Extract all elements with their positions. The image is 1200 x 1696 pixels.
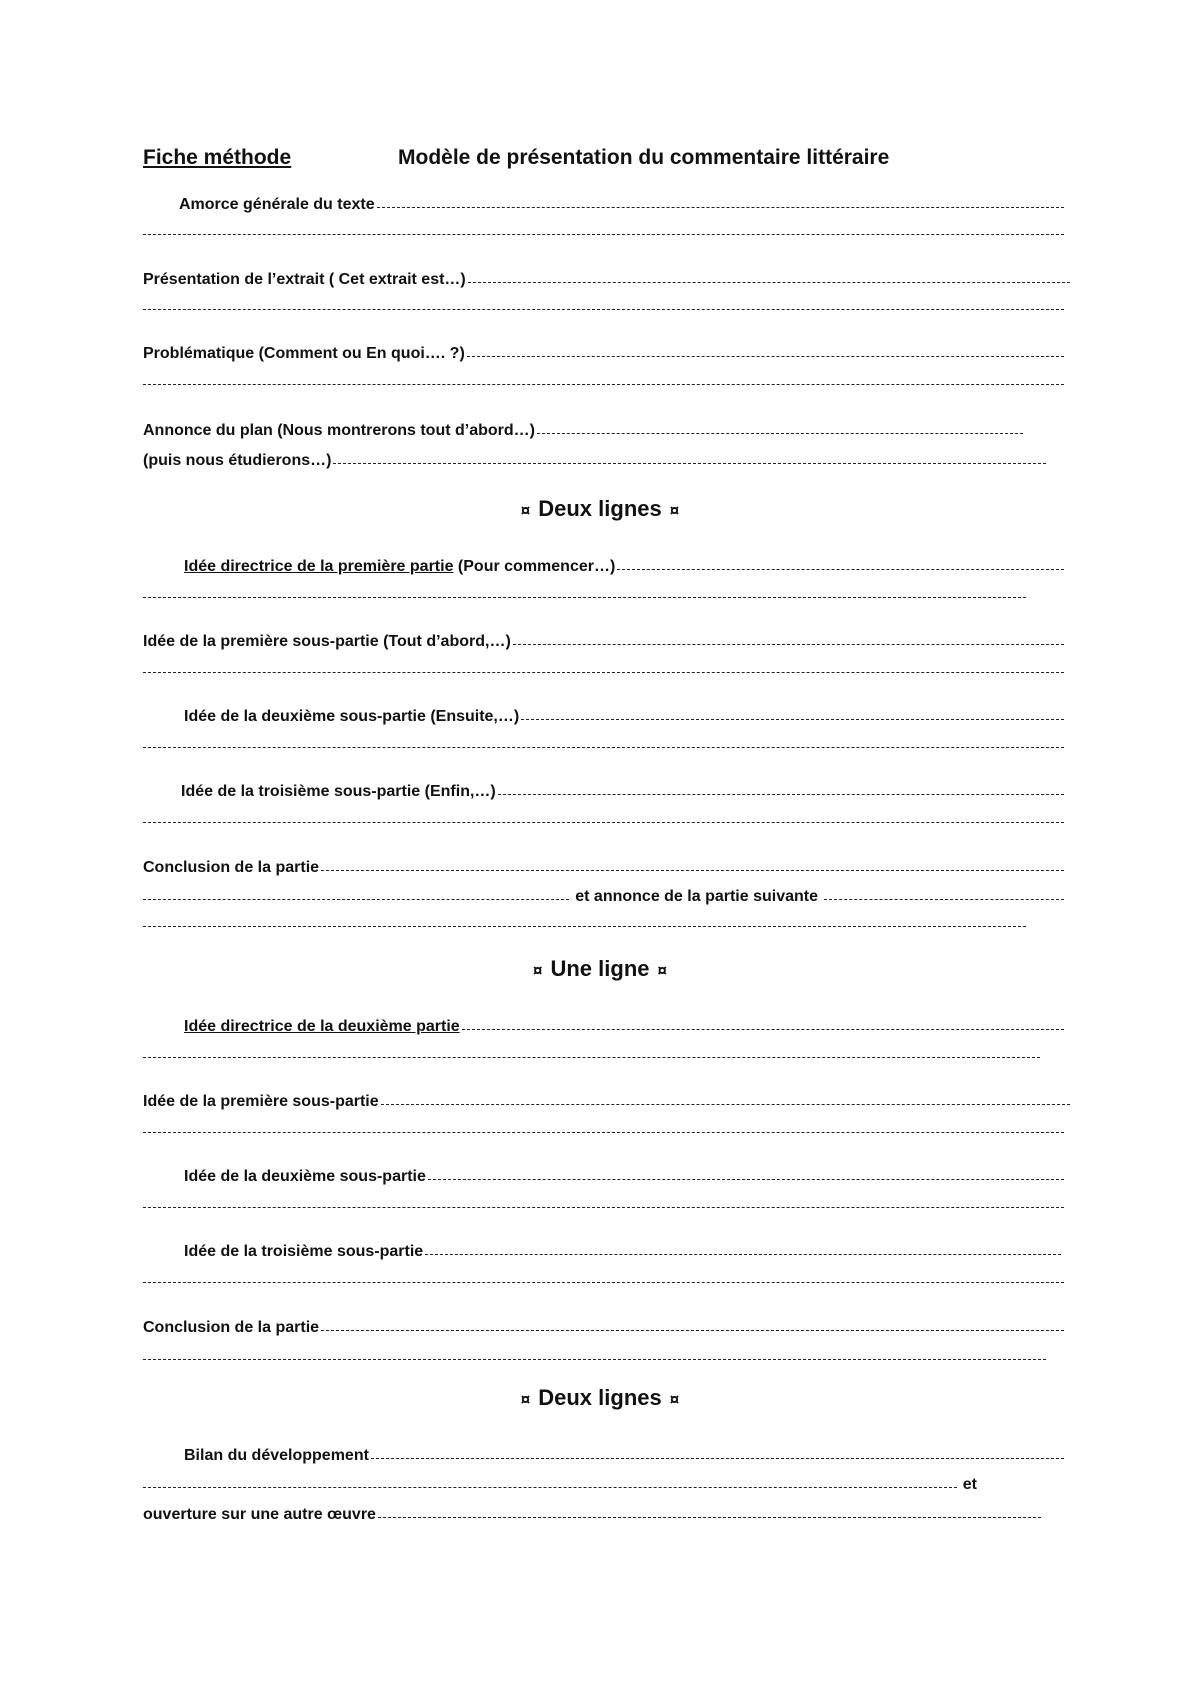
line-part1-idee-directrice bbox=[184, 552, 1064, 576]
line-annonce-suivante bbox=[143, 882, 1064, 906]
line-part2-sp2 bbox=[184, 1162, 1064, 1186]
dashed-rule bbox=[498, 794, 1064, 795]
line-blank bbox=[143, 730, 1064, 754]
ornament-icon: ¤ bbox=[669, 1390, 680, 1409]
label-part2-sp1: Idée de la première sous-partie bbox=[143, 1093, 379, 1110]
line-part1-sp1 bbox=[143, 627, 1064, 651]
dashed-rule bbox=[143, 1359, 1046, 1360]
dashed-rule bbox=[824, 899, 1064, 900]
dashed-rule bbox=[143, 747, 1064, 748]
line-blank bbox=[143, 1115, 1064, 1139]
line-blank bbox=[143, 1190, 1064, 1214]
line-blank bbox=[143, 580, 1026, 604]
separator-une-ligne bbox=[0, 956, 1200, 982]
line-blank bbox=[143, 1265, 1064, 1289]
dashed-rule bbox=[377, 207, 1064, 208]
dashed-rule bbox=[143, 926, 1026, 927]
dashed-rule bbox=[378, 1517, 1041, 1518]
line-blank bbox=[143, 1040, 1040, 1064]
dashed-rule bbox=[425, 1254, 1061, 1255]
line-part2-sp3 bbox=[184, 1237, 1061, 1261]
line-blank bbox=[143, 909, 1026, 933]
line-problematique bbox=[143, 339, 1064, 363]
dashed-rule bbox=[143, 1207, 1064, 1208]
ornament-icon: ¤ bbox=[520, 501, 531, 520]
label-part1-idee-suffix: (Pour commencer…) bbox=[457, 558, 616, 575]
header-fiche-methode: Fiche méthode bbox=[143, 146, 292, 169]
dashed-rule bbox=[468, 282, 1070, 283]
dashed-rule bbox=[143, 597, 1026, 598]
line-part1-sp3 bbox=[181, 777, 1064, 801]
line-part2-sp1 bbox=[143, 1087, 1070, 1111]
dashed-rule bbox=[143, 672, 1064, 673]
label-part2-sp2: Idée de la deuxième sous-partie bbox=[184, 1168, 426, 1185]
ornament-icon: ¤ bbox=[669, 501, 680, 520]
dashed-rule bbox=[521, 719, 1064, 720]
line-part2-idee-directrice bbox=[184, 1012, 1064, 1036]
line-amorce bbox=[179, 190, 1064, 214]
line-blank bbox=[143, 292, 1064, 316]
label-part2-conclusion: Conclusion de la partie bbox=[143, 1319, 320, 1336]
dashed-rule bbox=[462, 1029, 1064, 1030]
line-puis bbox=[143, 446, 1046, 470]
line-annonce bbox=[143, 416, 1023, 440]
dashed-rule bbox=[381, 1104, 1070, 1105]
label-annonce: Annonce du plan (Nous montrerons tout d’abord…) bbox=[143, 422, 535, 439]
dashed-rule bbox=[333, 463, 1046, 464]
dashed-rule bbox=[143, 822, 1064, 823]
ornament-icon: ¤ bbox=[533, 961, 543, 980]
dashed-rule bbox=[537, 433, 1023, 434]
line-bilan bbox=[184, 1441, 1064, 1465]
line-part2-conclusion bbox=[143, 1313, 1064, 1337]
dashed-rule bbox=[143, 384, 1064, 385]
dashed-rule bbox=[143, 899, 569, 900]
label-bilan: Bilan du développement bbox=[184, 1447, 369, 1464]
page-header bbox=[143, 146, 1063, 176]
line-ouverture bbox=[143, 1500, 1041, 1524]
dashed-rule bbox=[143, 1057, 1040, 1058]
line-presentation bbox=[143, 265, 1070, 289]
label-part1-sp2: Idée de la deuxième sous-partie (Ensuite,…) bbox=[184, 708, 520, 725]
dashed-rule bbox=[513, 644, 1064, 645]
line-blank bbox=[143, 805, 1064, 829]
ornament-icon: ¤ bbox=[520, 1390, 531, 1409]
line-part1-conclusion bbox=[143, 853, 1064, 877]
dashed-rule bbox=[428, 1179, 1064, 1180]
ornament-icon: ¤ bbox=[657, 961, 667, 980]
line-blank bbox=[143, 367, 1064, 391]
dashed-rule bbox=[321, 1330, 1064, 1331]
label-presentation: Présentation de l’extrait ( Cet extrait est…) bbox=[143, 271, 466, 288]
label-part2-idee-directrice: Idée directrice de la deuxième partie bbox=[184, 1018, 460, 1035]
dashed-rule bbox=[143, 1132, 1064, 1133]
dashed-rule bbox=[371, 1458, 1064, 1459]
label-part1-conclusion: Conclusion de la partie bbox=[143, 859, 320, 876]
label-amorce: Amorce générale du texte bbox=[179, 196, 375, 213]
dashed-rule bbox=[467, 356, 1064, 357]
dashed-rule bbox=[143, 234, 1064, 235]
dashed-rule bbox=[321, 870, 1064, 871]
header-title: Modèle de présentation du commentaire littéraire bbox=[398, 146, 890, 169]
label-part2-sp3: Idée de la troisième sous-partie bbox=[184, 1243, 424, 1260]
line-part1-sp2 bbox=[184, 702, 1064, 726]
line-blank bbox=[143, 655, 1064, 679]
label-part1-idee-directrice: Idée directrice de la première partie bbox=[184, 558, 454, 575]
label-part1-sp3: Idée de la troisième sous-partie (Enfin,…) bbox=[181, 783, 496, 800]
label-et: et bbox=[962, 1476, 977, 1493]
separator-deux-lignes bbox=[0, 496, 1200, 522]
label-ouverture: ouverture sur une autre œuvre bbox=[143, 1506, 376, 1523]
label-problematique: Problématique (Comment ou En quoi…. ?) bbox=[143, 345, 465, 362]
dashed-rule bbox=[143, 1282, 1064, 1283]
separator-label: Une ligne bbox=[550, 956, 650, 981]
separator-deux-lignes bbox=[0, 1385, 1200, 1411]
separator-label: Deux lignes bbox=[538, 1385, 662, 1410]
label-part1-sp1: Idée de la première sous-partie (Tout d’abord,…) bbox=[143, 633, 511, 650]
dashed-rule bbox=[143, 309, 1064, 310]
line-blank bbox=[143, 1342, 1046, 1366]
line-blank bbox=[143, 217, 1064, 241]
label-puis: (puis nous étudierons…) bbox=[143, 452, 332, 469]
dashed-rule bbox=[617, 569, 1064, 570]
label-annonce-suivante: et annonce de la partie suivante bbox=[575, 888, 818, 905]
separator-label: Deux lignes bbox=[538, 496, 662, 521]
dashed-rule bbox=[143, 1487, 957, 1488]
line-bilan-et bbox=[143, 1470, 983, 1494]
